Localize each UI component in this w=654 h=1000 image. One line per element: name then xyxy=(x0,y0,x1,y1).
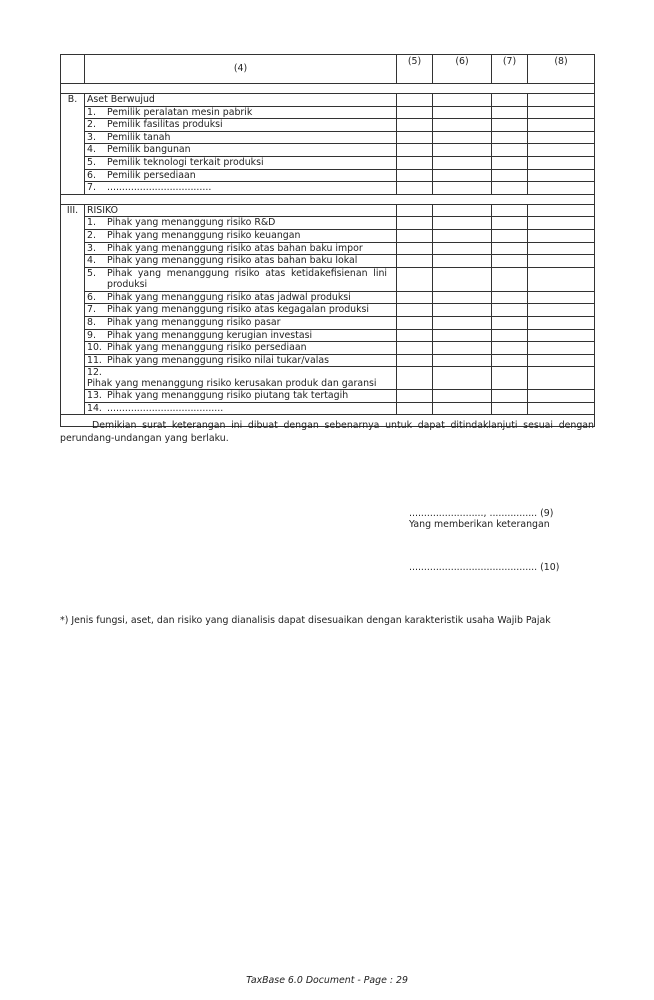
empty-cell xyxy=(492,242,528,255)
section-title-row xyxy=(61,94,595,107)
table-row xyxy=(61,291,595,304)
item-number: 5. xyxy=(87,156,96,168)
table-row xyxy=(61,390,595,403)
empty-cell xyxy=(492,390,528,403)
item-number: 2. xyxy=(87,119,96,131)
item-text: ....................................... xyxy=(107,402,224,414)
empty-cell xyxy=(528,94,595,107)
item-cell xyxy=(85,304,397,317)
item-text: Pihak yang menanggung risiko piutang tak tertagih xyxy=(107,390,349,402)
table-row xyxy=(61,255,595,268)
section-iii xyxy=(61,204,595,415)
empty-cell xyxy=(433,94,492,107)
empty-cell xyxy=(492,342,528,355)
item-text: Pemilik persediaan xyxy=(107,169,196,181)
spacer-cell xyxy=(61,84,595,94)
empty-cell xyxy=(397,402,433,415)
footnote: *) Jenis fungsi, aset, dan risiko yang dianalisis dapat disesuaikan dengan karakteristik usaha Wajib Pajak xyxy=(60,615,551,626)
signature-name-line: ........................................... (10) xyxy=(409,562,560,573)
spacer-row xyxy=(61,84,595,94)
empty-cell xyxy=(528,354,595,367)
header-col-4: (4) xyxy=(85,55,397,84)
empty-cell xyxy=(492,354,528,367)
item-text: Pihak yang menanggung risiko keuangan xyxy=(107,229,301,241)
item-cell xyxy=(85,182,397,195)
section-b xyxy=(61,94,595,195)
item-text: Pihak yang menanggung risiko atas ketidakefisienan lini xyxy=(107,267,387,279)
empty-cell xyxy=(433,255,492,268)
section-title-row xyxy=(61,204,595,217)
item-text: Pihak yang menanggung risiko atas kegagalan produksi xyxy=(107,304,370,316)
empty-cell xyxy=(492,94,528,107)
table-row xyxy=(61,342,595,355)
section-title: Aset Berwujud xyxy=(85,94,397,107)
empty-cell xyxy=(528,329,595,342)
empty-cell xyxy=(528,217,595,230)
empty-cell xyxy=(492,229,528,242)
item-cell xyxy=(85,131,397,144)
empty-cell xyxy=(397,242,433,255)
empty-cell xyxy=(397,342,433,355)
item-cell xyxy=(85,156,397,169)
empty-cell xyxy=(397,304,433,317)
table-row xyxy=(61,119,595,132)
empty-cell xyxy=(528,119,595,132)
empty-cell xyxy=(528,342,595,355)
empty-cell xyxy=(397,316,433,329)
item-cell xyxy=(85,316,397,329)
empty-cell xyxy=(433,367,492,390)
table-row xyxy=(61,354,595,367)
item-number: 2. xyxy=(87,229,96,241)
empty-cell xyxy=(528,304,595,317)
empty-cell xyxy=(397,144,433,157)
item-number: 12. xyxy=(87,367,102,379)
empty-cell xyxy=(397,354,433,367)
item-cell xyxy=(85,119,397,132)
item-number: 9. xyxy=(87,329,96,341)
table-row xyxy=(61,144,595,157)
page-footer: TaxBase 6.0 Document - Page : 29 xyxy=(246,975,408,986)
header-col-8: (8) xyxy=(528,55,595,84)
empty-cell xyxy=(492,316,528,329)
item-cell xyxy=(85,342,397,355)
empty-cell xyxy=(433,316,492,329)
item-text: Pemilik fasilitas produksi xyxy=(107,119,223,131)
item-text: Pemilik tanah xyxy=(107,131,171,143)
item-cell xyxy=(85,106,397,119)
empty-cell xyxy=(433,342,492,355)
empty-cell xyxy=(433,242,492,255)
empty-cell xyxy=(492,402,528,415)
table-row xyxy=(61,169,595,182)
section-title: RISIKO xyxy=(85,204,397,217)
empty-cell xyxy=(528,169,595,182)
spacer-row xyxy=(61,194,595,204)
empty-cell xyxy=(492,329,528,342)
table-row xyxy=(61,182,595,195)
table-row xyxy=(61,304,595,317)
empty-cell xyxy=(433,131,492,144)
empty-cell xyxy=(397,367,433,390)
empty-cell xyxy=(492,304,528,317)
empty-cell xyxy=(433,169,492,182)
empty-cell xyxy=(528,267,595,291)
empty-cell xyxy=(528,291,595,304)
section-marker: III. xyxy=(61,204,85,415)
empty-cell xyxy=(433,329,492,342)
item-cell xyxy=(85,367,397,390)
empty-cell xyxy=(397,291,433,304)
item-cell xyxy=(85,329,397,342)
empty-cell xyxy=(492,267,528,291)
item-text: Pihak yang menanggung risiko atas jadwal produksi xyxy=(107,291,351,303)
item-cell xyxy=(85,354,397,367)
empty-cell xyxy=(397,156,433,169)
item-number: 13. xyxy=(87,390,102,402)
empty-cell xyxy=(433,304,492,317)
empty-cell xyxy=(528,182,595,195)
item-number: 6. xyxy=(87,169,96,181)
empty-cell xyxy=(397,229,433,242)
item-cell xyxy=(85,217,397,230)
header-cell-marker xyxy=(61,55,85,84)
table-row xyxy=(61,367,595,390)
table-row xyxy=(61,329,595,342)
item-cell xyxy=(85,390,397,403)
item-number: 4. xyxy=(87,255,96,267)
table-row xyxy=(61,267,595,291)
signature-label: Yang memberikan keterangan xyxy=(409,519,550,530)
table-row xyxy=(61,131,595,144)
item-text-continuation: produksi xyxy=(107,278,148,290)
item-number: 5. xyxy=(87,267,96,279)
statement-paragraph: Demikian surat keterangan ini dibuat dengan sebenarnya untuk dapat ditindaklanjuti sesuai dengan perundang-undangan yang berlaku. xyxy=(60,420,594,444)
empty-cell xyxy=(492,291,528,304)
item-number: 3. xyxy=(87,131,96,143)
empty-cell xyxy=(492,119,528,132)
empty-cell xyxy=(397,329,433,342)
item-text: Pihak yang menanggung risiko pasar xyxy=(107,316,281,328)
empty-cell xyxy=(492,255,528,268)
empty-cell xyxy=(433,267,492,291)
item-number: 8. xyxy=(87,316,96,328)
table-row xyxy=(61,229,595,242)
item-cell xyxy=(85,267,397,291)
item-number: 11. xyxy=(87,354,102,366)
empty-cell xyxy=(528,242,595,255)
empty-cell xyxy=(397,131,433,144)
empty-cell xyxy=(528,255,595,268)
empty-cell xyxy=(528,402,595,415)
empty-cell xyxy=(433,204,492,217)
table-row xyxy=(61,402,595,415)
item-number: 3. xyxy=(87,242,96,254)
empty-cell xyxy=(528,144,595,157)
item-number: 6. xyxy=(87,291,96,303)
item-text: Pihak yang menanggung risiko atas bahan baku lokal xyxy=(107,255,358,267)
item-number: 4. xyxy=(87,144,96,156)
empty-cell xyxy=(433,229,492,242)
empty-cell xyxy=(528,106,595,119)
item-cell xyxy=(85,229,397,242)
empty-cell xyxy=(492,182,528,195)
header-col-6: (6) xyxy=(433,55,492,84)
empty-cell xyxy=(397,119,433,132)
item-text: Pemilik teknologi terkait produksi xyxy=(107,156,264,168)
table-row xyxy=(61,217,595,230)
empty-cell xyxy=(397,94,433,107)
empty-cell xyxy=(492,204,528,217)
empty-cell xyxy=(397,390,433,403)
empty-cell xyxy=(397,182,433,195)
empty-cell xyxy=(397,106,433,119)
item-text: Pemilik bangunan xyxy=(107,144,191,156)
item-text: Pihak yang menanggung risiko kerusakan produk dan garansi xyxy=(87,378,377,390)
item-text: Pihak yang menanggung risiko persediaan xyxy=(107,342,307,354)
table-row xyxy=(61,156,595,169)
empty-cell xyxy=(433,144,492,157)
item-cell xyxy=(85,255,397,268)
empty-cell xyxy=(433,217,492,230)
item-number: 7. xyxy=(87,182,96,194)
header-row xyxy=(61,55,595,84)
signature-place-date: ........................., ................ (9) xyxy=(409,508,554,519)
header-col-5: (5) xyxy=(397,55,433,84)
empty-cell xyxy=(528,229,595,242)
empty-cell xyxy=(528,156,595,169)
item-text: Pihak yang menanggung risiko atas bahan baku impor xyxy=(107,242,363,254)
empty-cell xyxy=(492,131,528,144)
item-cell xyxy=(85,169,397,182)
empty-cell xyxy=(397,217,433,230)
item-cell xyxy=(85,402,397,415)
empty-cell xyxy=(433,291,492,304)
item-text: Pemilik peralatan mesin pabrik xyxy=(107,106,253,118)
empty-cell xyxy=(433,182,492,195)
empty-cell xyxy=(492,144,528,157)
item-number: 10. xyxy=(87,342,102,354)
empty-cell xyxy=(433,390,492,403)
empty-cell xyxy=(492,169,528,182)
header-col-7: (7) xyxy=(492,55,528,84)
item-number: 14. xyxy=(87,402,102,414)
empty-cell xyxy=(397,204,433,217)
empty-cell xyxy=(433,156,492,169)
empty-cell xyxy=(492,367,528,390)
empty-cell xyxy=(397,255,433,268)
empty-cell xyxy=(528,131,595,144)
empty-cell xyxy=(528,390,595,403)
item-cell xyxy=(85,242,397,255)
table-row xyxy=(61,242,595,255)
item-number: 7. xyxy=(87,304,96,316)
empty-cell xyxy=(492,156,528,169)
item-cell xyxy=(85,144,397,157)
item-cell xyxy=(85,291,397,304)
empty-cell xyxy=(492,106,528,119)
item-number: 1. xyxy=(87,217,96,229)
section-marker: B. xyxy=(61,94,85,195)
empty-cell xyxy=(433,402,492,415)
empty-cell xyxy=(397,169,433,182)
item-text: ................................... xyxy=(107,182,212,194)
empty-cell xyxy=(433,119,492,132)
item-text: Pihak yang menanggung kerugian investasi xyxy=(107,329,313,341)
empty-cell xyxy=(433,106,492,119)
table-row xyxy=(61,316,595,329)
empty-cell xyxy=(492,217,528,230)
empty-cell xyxy=(528,316,595,329)
empty-cell xyxy=(397,267,433,291)
empty-cell xyxy=(528,204,595,217)
assessment-table xyxy=(60,54,595,427)
item-number: 1. xyxy=(87,106,96,118)
empty-cell xyxy=(433,354,492,367)
item-text: Pihak yang menanggung risiko nilai tukar/valas xyxy=(107,354,329,366)
empty-cell xyxy=(528,367,595,390)
spacer-cell xyxy=(61,194,595,204)
item-text: Pihak yang menanggung risiko R&D xyxy=(107,217,276,229)
table-row xyxy=(61,106,595,119)
